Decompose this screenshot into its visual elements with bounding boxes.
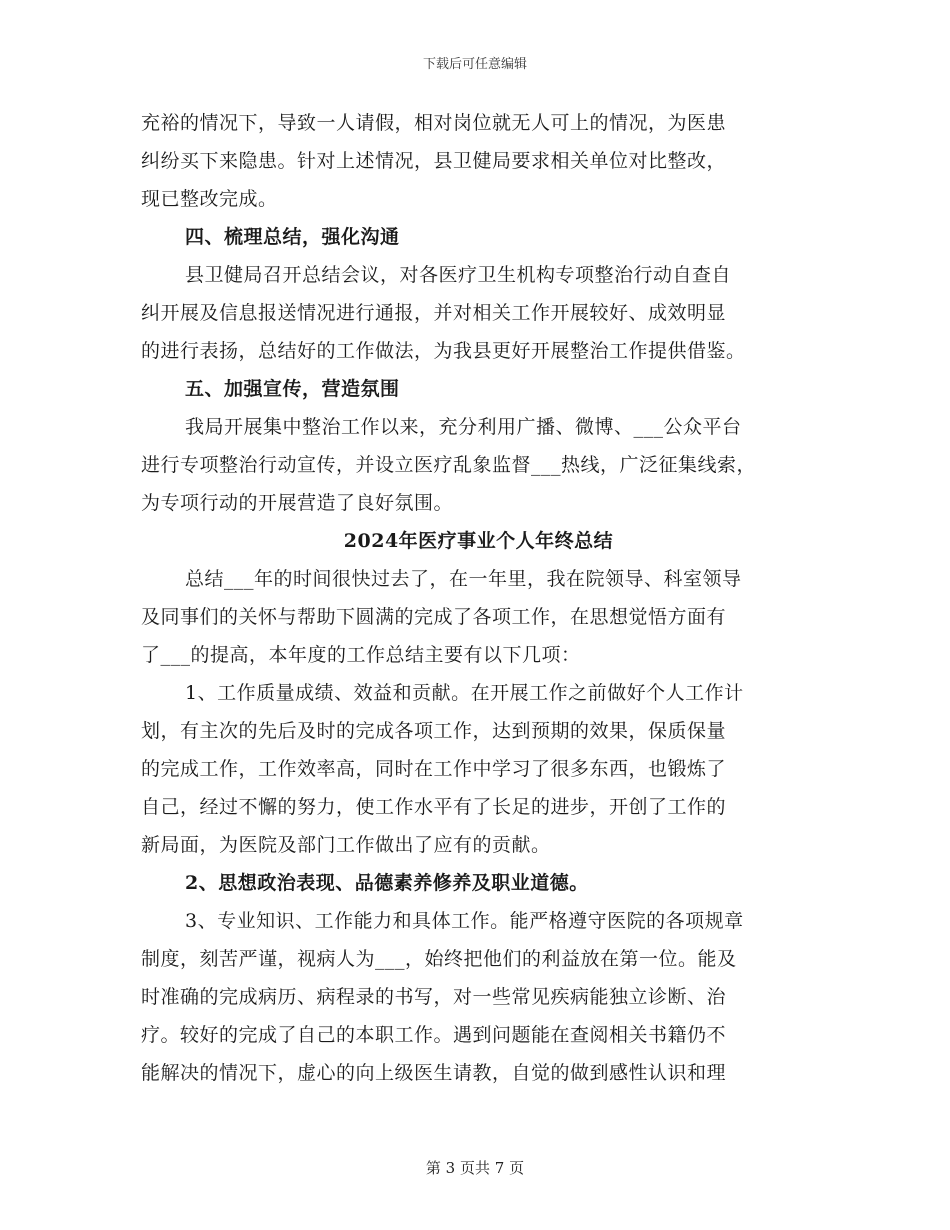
- body-line: 了___的提高，本年度的工作总结主要有以下几项：: [141, 644, 581, 666]
- body-line: 1、工作质量成绩、效益和贡献。在开展工作之前做好个人工作计: [185, 682, 744, 704]
- body-line: 纠纷买下来隐患。针对上述情况，县卫健局要求相关单位对比整改，: [141, 150, 727, 172]
- body-line: 时准确的完成病历、病程录的书写，对一些常见疾病能独立诊断、治: [141, 986, 727, 1008]
- body-line: 我局开展集中整治工作以来，充分利用广播、微博、___公众平台: [185, 416, 742, 438]
- body-line: 县卫健局召开总结会议，对各医疗卫生机构专项整治行动自查自: [185, 264, 732, 286]
- body-line: 制度，刻苦严谨，视病人为___，始终把他们的利益放在第一位。能及: [141, 948, 737, 970]
- body-line: 充裕的情况下，导致一人请假，相对岗位就无人可上的情况，为医患: [141, 112, 727, 134]
- body-line: 能解决的情况下，虚心的向上级医生请教，自觉的做到感性认识和理: [141, 1062, 727, 1084]
- section-heading: 四、梳理总结，强化沟通: [185, 226, 400, 248]
- body-line: 新局面，为医院及部门工作做出了应有的贡献。: [141, 834, 551, 856]
- body-line: 现已整改完成。: [141, 188, 278, 210]
- document-title: 2024年医疗事业个人年终总结: [343, 530, 614, 552]
- body-line: 疗。较好的完成了自己的本职工作。遇到问题能在查阅相关书籍仍不: [141, 1024, 727, 1046]
- page-footer: 第 3 页共 7 页: [425, 1159, 525, 1177]
- body-line: 为专项行动的开展营造了良好氛围。: [141, 492, 454, 514]
- body-line: 及同事们的关怀与帮助下圆满的完成了各项工作，在思想觉悟方面有: [141, 606, 727, 628]
- body-line: 总结___年的时间很快过去了，在一年里，我在院领导、科室领导: [185, 568, 742, 590]
- page-header: 下载后可任意编辑: [422, 57, 527, 72]
- section-heading: 五、加强宣传，营造氛围: [185, 378, 400, 400]
- body-line: 纠开展及信息报送情况进行通报，并对相关工作开展较好、成效明显: [141, 302, 727, 324]
- document-body: [141, 104, 816, 1092]
- body-line: 自己，经过不懈的努力，使工作水平有了长足的进步，开创了工作的: [141, 796, 727, 818]
- body-line: 进行专项整治行动宣传，并设立医疗乱象监督___热线，广泛征集线索，: [141, 454, 757, 476]
- body-line: 的进行表扬，总结好的工作做法，为我县更好开展整治工作提供借鉴。: [141, 340, 746, 362]
- body-line: 的完成工作，工作效率高，同时在工作中学习了很多东西，也锻炼了: [141, 758, 727, 780]
- section-heading: 2、思想政治表现、品德素养修养及职业道德。: [185, 872, 589, 894]
- body-line: 3、专业知识、工作能力和具体工作。能严格遵守医院的各项规章: [185, 910, 744, 932]
- body-line: 划，有主次的先后及时的完成各项工作，达到预期的效果，保质保量: [141, 720, 727, 742]
